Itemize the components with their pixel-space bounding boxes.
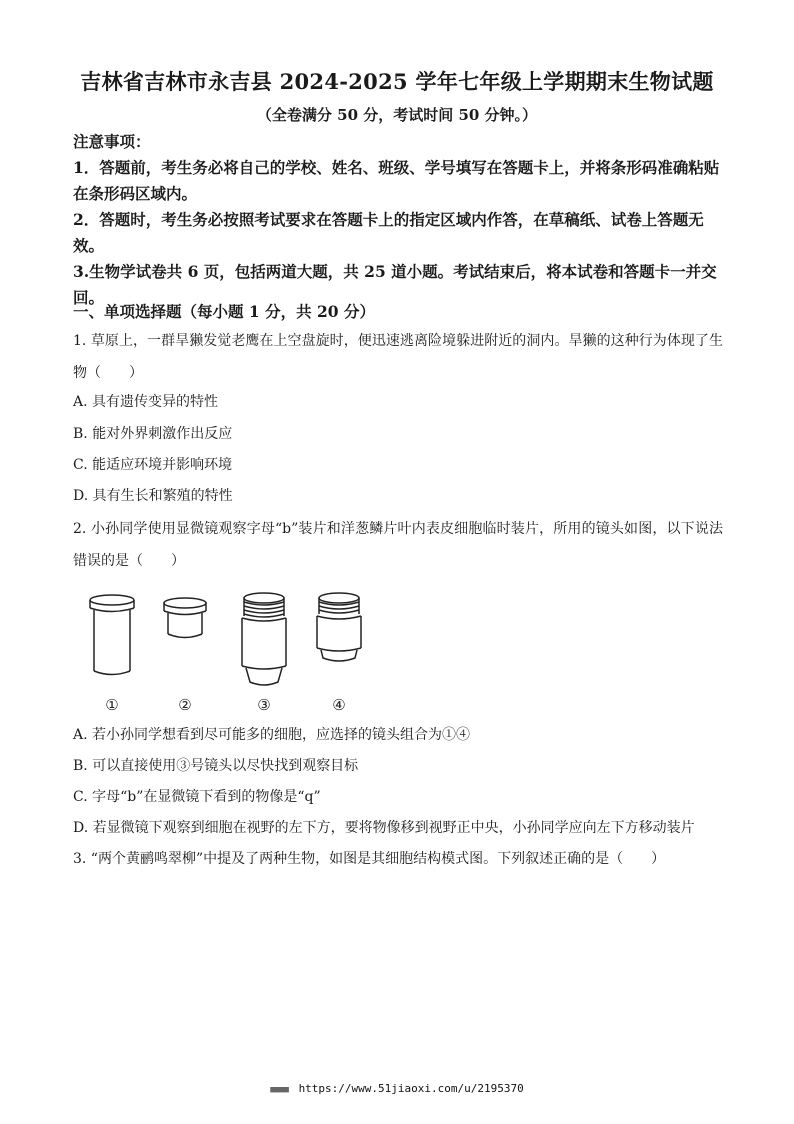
lens-1-icon [90,595,134,675]
question-1-option-d: D. 具有生长和繁殖的特性 [73,488,233,504]
question-2-option-c: C. 字母“b”在显微镜下看到的物像是“q” [73,789,321,805]
question-3-stem: 3. “两个黄鹂鸣翠柳”中提及了两种生物，如图是其细胞结构模式图。下列叙述正确的是（ ） [73,851,666,867]
lens-3-icon [242,593,286,685]
notice-item-2: 2．答题时，考生务必按照考试要求在答题卡上的指定区域内作答，在草稿纸、试卷上答题无效。 [73,210,704,255]
lens-3-label: ③ [257,696,271,714]
footer [0,1082,794,1095]
lens-2-icon [164,598,206,638]
notice-heading: 注意事项： [73,132,151,151]
lens-4-label: ④ [332,696,346,714]
question-1-option-c: C. 能适应环境并影响环境 [73,457,233,473]
microscope-lens-figure [82,588,372,718]
lens-2-label: ② [178,696,192,714]
page-title: 吉林省吉林市永吉县 2024-2025 学年七年级上学期期末生物试题 [80,69,714,94]
question-1-stem: 1. 草原上，一群旱獭发觉老鹰在上空盘旋时，便迅速逃离险境躲进附近的洞内。旱獭的这种行为体现了生物（ ） [73,333,723,381]
notice-item-3: 3.生物学试卷共 6 页，包括两道大题，共 25 道小题。考试结束后，将本试卷和答题卡一并交回。 [73,262,717,307]
footer-logo-mark: ■■■■ [270,1085,288,1095]
lens-4-icon [317,593,361,661]
question-1-option-a: A. 具有遗传变异的特性 [73,394,219,410]
question-2-option-a: A. 若小孙同学想看到尽可能多的细胞，应选择的镜头组合为①④ [73,727,471,743]
question-2-option-d: D. 若显微镜下观察到细胞在视野的左下方，要将物像移到视野正中央，小孙同学应向左下方移动装片 [73,820,695,836]
footer-url[interactable]: https://www.51jiaoxi.com/u/2195370 [298,1082,524,1095]
question-2-stem: 2. 小孙同学使用显微镜观察字母“b”装片和洋葱鳞片叶内表皮细胞临时装片，所用的镜头如图，以下说法错误的是（ ） [73,521,723,569]
exam-subtitle: （全卷满分 50 分，考试时间 50 分钟。） [256,106,538,124]
question-1-option-b: B. 能对外界刺激作出反应 [73,426,233,442]
lens-1-label: ① [105,696,119,714]
notice-item-1: 1．答题前，考生务必将自己的学校、姓名、班级、学号填写在答题卡上，并将条形码准确粘贴在条形码区域内。 [73,158,720,203]
question-2-option-b: B. 可以直接使用③号镜头以尽快找到观察目标 [73,758,359,774]
section-heading: 一、单项选择题（每小题 1 分，共 20 分） [73,302,375,321]
